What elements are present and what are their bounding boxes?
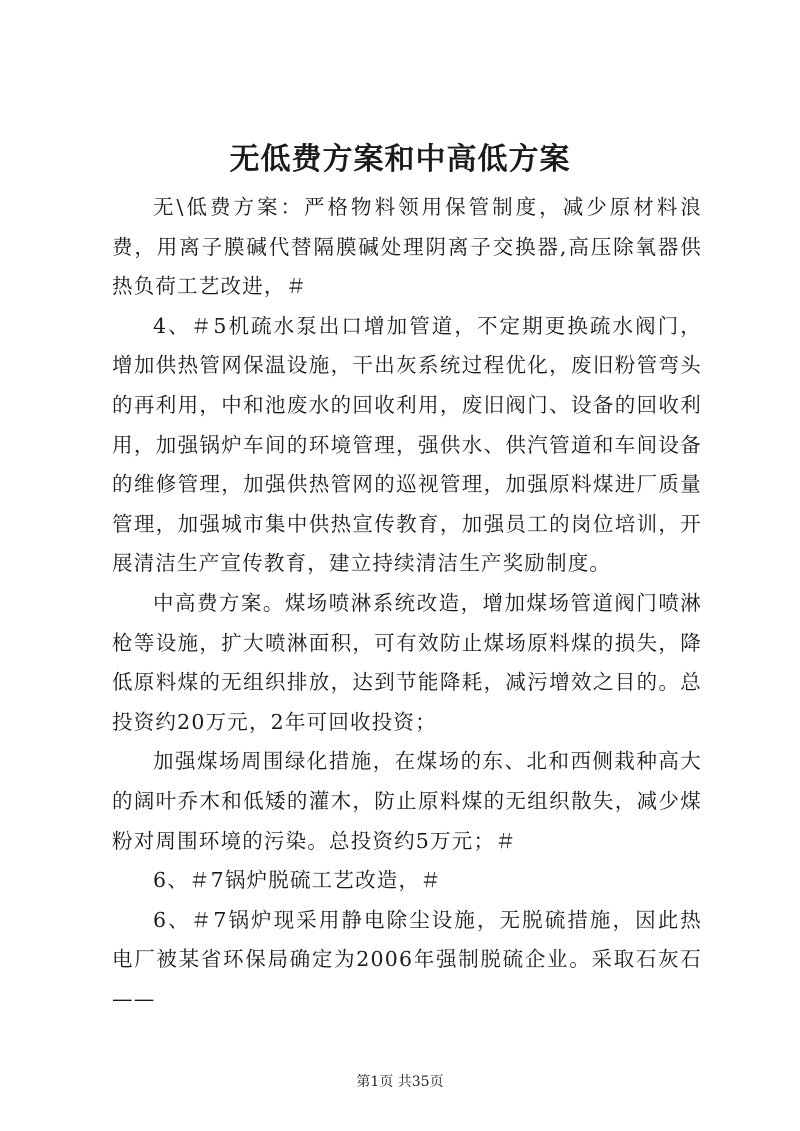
paragraph-desulfurization-heading: 6、＃7锅炉脱硫工艺改造，＃ (153, 868, 442, 893)
paragraph-mid-high-cost-plan: 中高费方案。煤场喷淋系统改造，增加煤场管道阀门喷淋枪等设施，扩大喷淋面积，可有效防止煤场原料煤的损失，降低原料煤的无组织排放，达到节能降耗，减污增效之目的。总投资约20万元，2年可回收投资； (112, 590, 702, 734)
paragraph-low-cost-plan: 无\低费方案：严格物料领用保管制度，减少原材料浪费，用离子膜碱代替隔膜碱处理阴离子交换器,高压除氧器供热负荷工艺改进，＃ (112, 195, 702, 299)
page-number-footer: 第1页 共35页 (356, 1074, 444, 1090)
document-body (112, 188, 702, 1019)
paragraph-measures-list: 4、＃5机疏水泵出口增加管道，不定期更换疏水阀门，增加供热管网保温设施，干出灰系统过程优化，废旧粉管弯头的再利用，中和池废水的回收利用，废旧阀门、设备的回收利用，加强锅炉车间的环境管理，强供水、供汽管道和车间设备的维修管理，加强供热管网的巡视管理，加强原料煤进厂质量管理，加强城市集中供热宣传教育，加强员工的岗位培训，开展清洁生产宣传教育，建立持续清洁生产奖励制度。 (112, 313, 702, 576)
paragraph-desulfurization-detail: 6、＃7锅炉现采用静电除尘设施，无脱硫措施，因此热电厂被某省环保局确定为2006年强制脱硫企业。采取石灰石—— (112, 907, 702, 1011)
paragraph-greening-measures: 加强煤场周围绿化措施，在煤场的东、北和西侧栽种高大的阔叶乔木和低矮的灌木，防止原料煤的无组织散失，减少煤粉对周围环境的污染。总投资约5万元；＃ (112, 749, 702, 853)
document-title: 无低费方案和中高低方案 (229, 142, 571, 177)
